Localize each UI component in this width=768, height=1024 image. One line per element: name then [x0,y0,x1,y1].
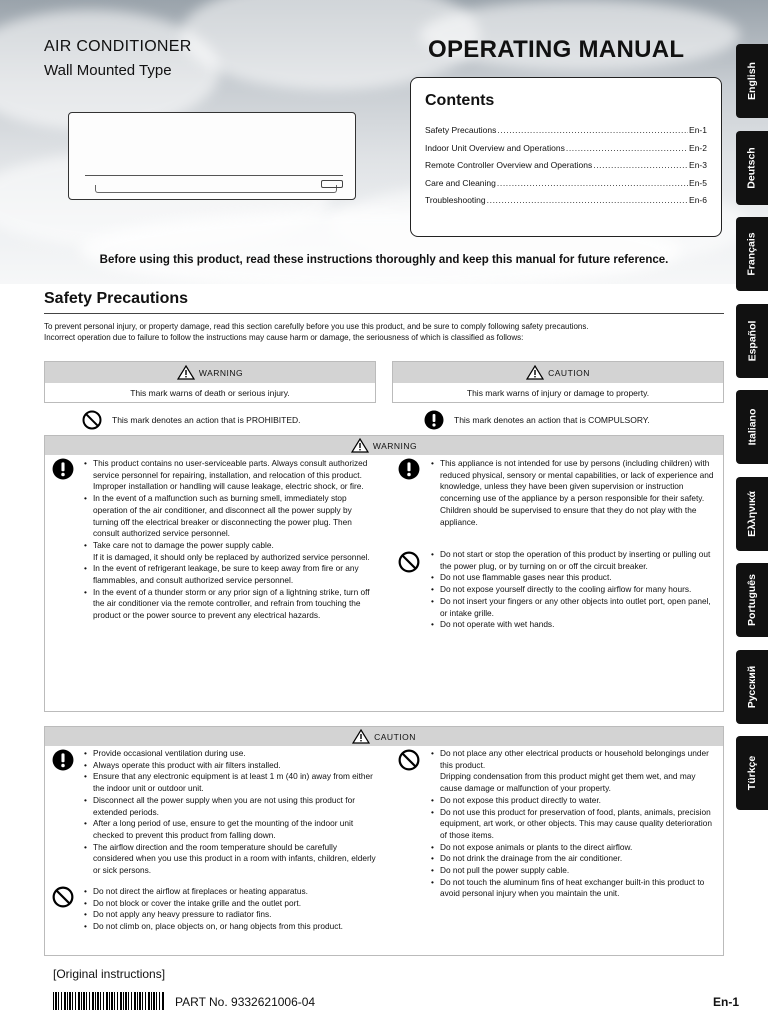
list-item [84,587,376,622]
list-item [431,877,719,900]
list-item [84,493,376,540]
list-item [431,748,719,795]
language-tab-label: Türkçe [746,755,758,791]
compulsory-icon [52,749,74,771]
list-item-continuation: If it is damaged, it should only be replaced by authorized service personnel. [93,551,370,562]
part-number: PART No. 9332621006-04 [175,995,316,1009]
list-item [84,909,376,921]
list-item [431,865,719,877]
list-item-text: Do not use this product for preservation of food, plants, animals, precision equipment, art work, or other objects. This may cause quality deterioration of those items. [440,806,712,840]
list-item [84,771,376,794]
compulsory-icon [398,458,420,480]
intro-paragraph-2: Incorrect operation due to failure to follow the instructions may cause harm or damage, the seriousness of which is classified as follows: [44,333,524,342]
list-item-text: In the event of refrigerant leakage, be sure to keep away from fire or any flammables, and consult authorized service personnel. [93,563,359,586]
product-type: Wall Mounted Type [44,62,172,79]
manual-title: OPERATING MANUAL [428,36,685,63]
language-tab-label: Deutsch [746,146,758,189]
contents-box [410,77,722,237]
list-item [84,898,376,910]
language-tab-label: Русский [746,665,758,708]
contents-heading: Contents [425,92,495,109]
warning-panel-label: WARNING [372,440,418,451]
list-item-text: Do not start or stop the operation of this product by inserting or pulling out the power plug, or by turning on or off the circuit breaker. [440,549,711,571]
list-item [84,540,376,563]
list-item-text: Do not apply any heavy pressure to radiator fins. [93,909,272,920]
air-conditioner-illustration [68,112,356,200]
language-tab[interactable] [736,304,768,378]
list-item [84,795,376,818]
list-item [84,842,376,877]
list-item [431,842,719,854]
list-item-text: Do not use flammable gases near this product. [440,572,612,583]
list-item-text: Do not operate with wet hands. [440,619,555,630]
toc-list [425,125,707,213]
compulsory-legend [424,410,650,430]
prohibited-legend [82,410,301,430]
list-item-text: Do not insert your fingers or any other objects into outlet port, open panel, or intake grille. [440,595,711,618]
warning-left-list [84,458,376,622]
compulsory-icon [52,458,74,480]
warning-triangle-icon [177,365,195,380]
caution-triangle-icon [526,365,544,380]
list-item [84,921,376,933]
product-name: AIR CONDITIONER [44,38,192,55]
toc-item-page: En-3 [689,160,707,170]
list-item [431,795,719,807]
language-tab[interactable] [736,477,768,551]
list-item-text: This appliance is not intended for use by persons (including children) with reduced physical, sensory or mental capabilities, or lack of experience and knowledge, unless they have been given supervision or instruction concerning use of the appliance by a person responsible for their safety. Children should be supervised to ensure that they do not play with the appliance. [440,458,714,527]
language-tab[interactable] [736,131,768,205]
list-item [431,584,719,596]
list-item-text: In the event of a thunder storm or any prior sign of a lightning strike, turn off the air conditioner via the remote controller, and refrain from touching the product or the power source to prevent any electrical hazards. [93,586,370,621]
prohibited-description: This mark denotes an action that is PROHIBITED. [112,415,301,425]
list-item-text: Do not drink the drainage from the air conditioner. [440,853,623,864]
intro-paragraph-1: To prevent personal injury, or property damage, read this section carefully before you use this product, and be sure to comply following safety precautions. [44,322,589,331]
prohibited-icon [82,410,102,430]
toc-item-label: Indoor Unit Overview and Operations [425,142,565,153]
toc-item [425,178,707,196]
list-item-text: Do not block or cover the intake grille and the outlet port. [93,897,302,908]
prohibited-icon [52,886,74,908]
toc-item-page: En-1 [689,125,707,135]
list-item-text: After a long period of use, ensure to get the mounting of the indoor unit checked to prevent this product from falling down. [93,818,354,840]
section-title: Safety Precautions [44,290,189,307]
caution-left-compulsory-list [84,748,376,877]
compulsory-icon [424,410,444,430]
safety-intro [44,321,724,343]
list-item-text: Do not climb on, place objects on, or hang objects from this product. [93,921,343,932]
list-item-text: Do not touch the aluminum fins of heat exchanger built-in this product to avoid personal injury when you maintain the unit. [440,876,705,899]
toc-item [425,160,707,178]
list-item [84,760,376,772]
language-tab[interactable] [736,650,768,724]
list-item-text: Take care not to damage the power supply cable. [93,539,274,550]
list-item-text: The airflow direction and the room temperature should be carefully considered when you use this product in a room with infants, children, elderly or sick persons. [93,841,376,876]
list-item-text: Ensure that any electronic equipment is at least 1 m (40 in) away from either the indoor unit or outdoor unit. [93,771,373,794]
prohibited-icon [398,749,420,771]
caution-label: CAUTION [548,367,590,378]
toc-item-page: En-2 [689,142,707,153]
list-item [84,563,376,586]
toc-item-label: Troubleshooting [425,195,486,205]
language-tab-label: Português [746,574,759,626]
list-item-text: Do not direct the airflow at fireplaces or heating apparatus. [93,886,308,896]
page-number: En-1 [713,995,740,1009]
original-instructions: [Original instructions] [53,967,166,981]
toc-item [425,195,707,213]
toc-item-label: Safety Precautions [425,125,497,135]
language-tab-label: Français [746,232,759,276]
list-item [84,886,376,898]
language-tab[interactable] [736,217,768,291]
caution-triangle-icon [352,729,370,744]
warning-right-prohibited-list [431,549,719,631]
language-tab-label: English [746,62,759,100]
list-item-text: Do not expose animals or plants to the direct airflow. [440,841,633,852]
list-item-text: Disconnect all the power supply when you are not using this product for extended periods. [93,794,355,817]
product-heading [44,38,192,79]
toc-item [425,143,707,161]
warning-description: This mark warns of death or serious injury. [130,388,290,398]
barcode [53,992,165,1010]
list-item-text: Do not place any other electrical products or household belongings under this product. [440,748,709,770]
list-item [431,458,719,528]
list-item-text: Always operate this product with air filters installed. [93,759,281,770]
caution-description: This mark warns of injury or damage to property. [466,388,650,398]
caution-right-prohibited-list [431,748,719,900]
list-item [431,572,719,584]
language-tab-label: Español [746,320,758,361]
list-item-text: This product contains no user-serviceable parts. Always consult authorized service personnel for repairing, installation, and relocation of this product. [93,458,368,480]
prohibited-icon [398,551,420,573]
toc-item-page: En-5 [689,177,707,188]
list-item [431,619,719,631]
list-item-text: Do not expose yourself directly to the cooling airflow for many hours. [440,584,692,595]
language-tab[interactable] [736,736,768,810]
compulsory-description: This mark denotes an action that is COMPULSORY. [454,415,650,425]
list-item [431,853,719,865]
list-item-text: Provide occasional ventilation during use. [93,748,246,758]
list-item [84,458,376,493]
language-tab[interactable] [736,563,768,637]
caution-left-prohibited-list [84,886,376,933]
language-tab-label: Italiano [746,408,759,446]
toc-item [425,125,707,143]
section-divider [44,313,724,314]
toc-item-label: Remote Controller Overview and Operations [425,160,593,170]
list-item [431,596,719,619]
list-item-continuation: Improper installation or handling will cause leakage, electric shock, or fire. [93,481,364,492]
toc-item-label: Care and Cleaning [425,177,496,188]
list-item-continuation: Dripping condensation from this product might get them wet, and may cause damage or malfunction of your property. [440,771,696,794]
language-tab[interactable] [736,390,768,464]
list-item [431,807,719,842]
list-item-text: Do not pull the power supply cable. [440,865,570,876]
before-use-notice: Before using this product, read these instructions thoroughly and keep this manual for future reference. [99,254,669,266]
language-tab[interactable] [736,44,768,118]
warning-label: WARNING [198,367,244,378]
list-item-text: Do not expose this product directly to water. [440,794,601,805]
warning-definition-box [44,361,376,403]
caution-panel-label: CAUTION [374,731,416,742]
toc-item-page: En-6 [689,195,707,205]
language-tab-label: Ελληνικά [746,490,759,537]
warning-right-compulsory-list [431,458,719,528]
list-item [84,818,376,841]
list-item [84,748,376,760]
warning-triangle-icon [351,438,369,453]
caution-definition-box [392,361,724,403]
list-item [431,549,719,572]
list-item-text: In the event of a malfunction such as burning smell, immediately stop operation of the air conditioner, and disconnect all the power supply by turning off the electrical breaker or disconnecting the power plug. Then consult authorized service personnel. [93,493,352,539]
